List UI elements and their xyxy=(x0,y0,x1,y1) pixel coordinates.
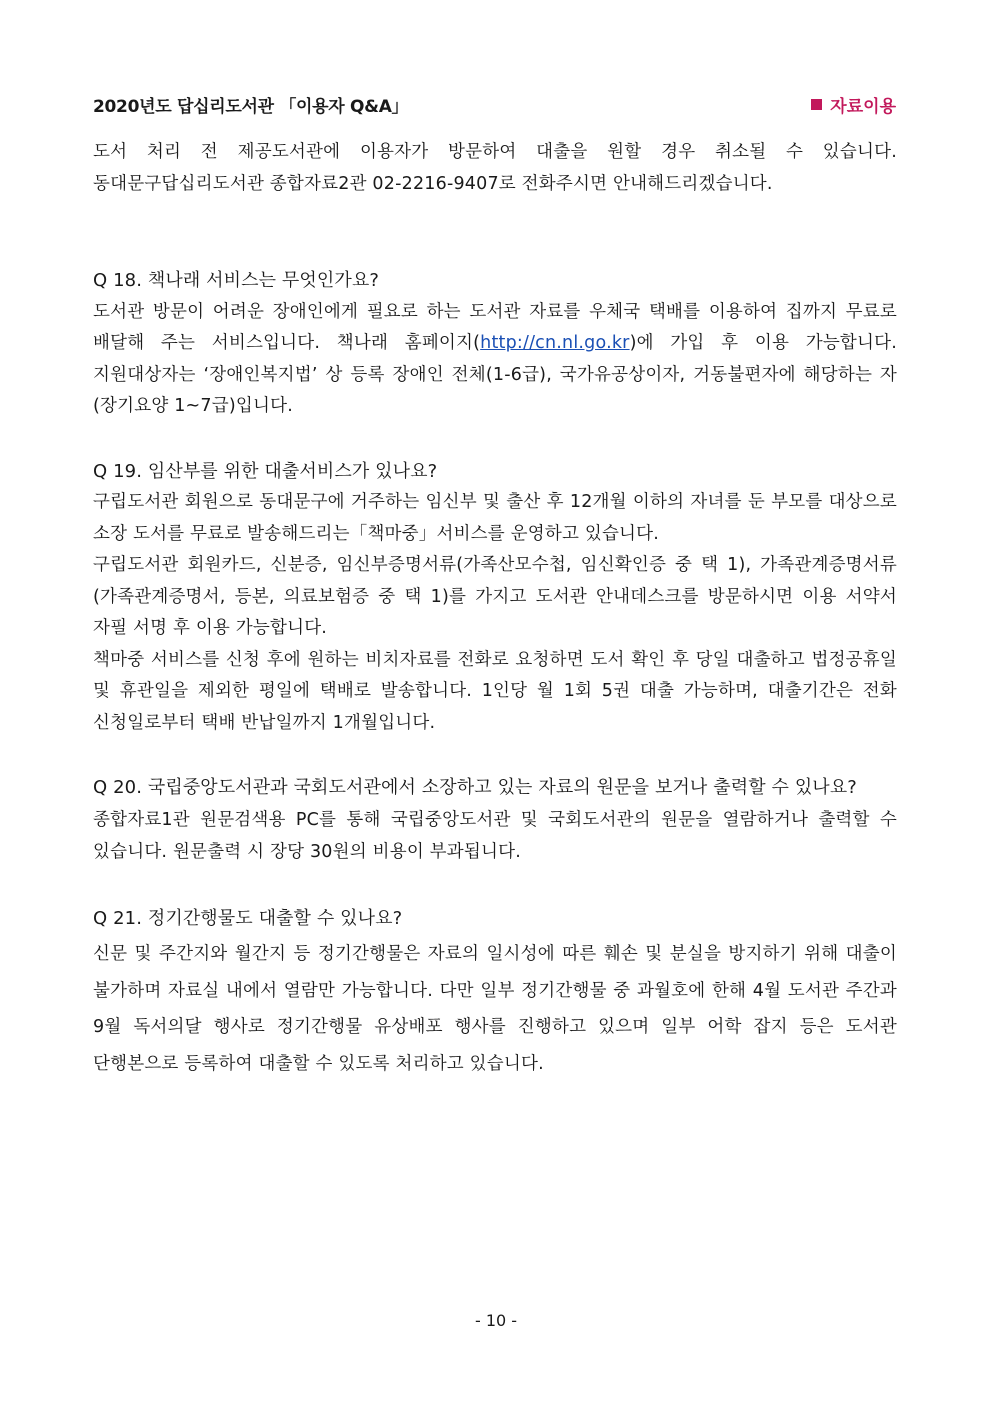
page-header xyxy=(93,92,896,116)
question-19: Q 19. 임산부를 위한 대출서비스가 있나요? xyxy=(93,460,438,482)
answer-18-text-start: 도서관 방문이 어려운 장애인에게 필요로 하는 도서관 자료를 우체국 택배를 이용하여 집까지 무료로 배달해 주는 서비스입니다. 책나래 홈페이지( xyxy=(93,301,897,353)
intro-paragraph: 도서 처리 전 제공도서관에 이용자가 방문하여 대출을 원할 경우 취소될 수 있습니다. 동대문구답십리도서관 종합자료2관 02-2216-9407로 전화주시면 안내해드리겠습니다. xyxy=(93,142,897,194)
question-20: Q 20. 국립중앙도서관과 국회도서관에서 소장하고 있는 자료의 원문을 보거나 출력할 수 있나요? xyxy=(93,777,857,798)
answer-19-paragraph-1: 구립도서관 회원으로 동대문구에 거주하는 임신부 및 출산 후 12개월 이하의 자녀를 둔 부모를 대상으로 소장 도서를 무료로 발송해드리는「책마중」서비스를 운영하고 있습니다. xyxy=(93,492,897,544)
page-number: - 10 - xyxy=(474,1311,518,1330)
question-18: Q 18. 책나래 서비스는 무엇인가요? xyxy=(93,270,379,291)
square-icon xyxy=(811,99,822,110)
answer-19-paragraph-3: 책마중 서비스를 신청 후에 원하는 비치자료를 전화로 요청하면 도서 확인 후 당일 대출하고 법정공휴일 및 휴관일을 제외한 평일에 택배로 발송합니다. 1인당 월 1회 5권 대출 가능하며, 대출기간은 전화 신청일로부터 택배 반납일까지 1개월입니다. xyxy=(93,649,897,733)
question-21: Q 21. 정기간행물도 대출할 수 있나요? xyxy=(93,908,403,929)
page-content xyxy=(93,137,897,1082)
answer-21-paragraph: 신문 및 주간지와 월간지 등 정기간행물은 자료의 일시성에 따른 훼손 및 분실을 방지하기 위해 대출이 불가하며 자료실 내에서 열람만 가능합니다. 다만 일부 정기간행물 중 과월호에 한해 4월 도서관 주간과 9월 독서의달 행사로 정기간행물 유상배포 행사를 진행하고 있으며 일부 어학 잡지 등은 도서관 단행본으로 등록하여 대출할 수 있도록 처리하고 있습니다. xyxy=(93,944,897,1074)
answer-20-paragraph: 종합자료1관 원문검색용 PC를 통해 국립중앙도서관 및 국회도서관의 원문을 열람하거나 출력할 수 있습니다. 원문출력 시 장당 30원의 비용이 부과됩니다. xyxy=(93,810,897,862)
answer-18-text-end: )에 가입 후 이용 가능합니다. 지원대상자는 ‘장애인복지법’ 상 등록 장애인 전체(1-6급), 국가유공상이자, 거동불편자에 해당하는 자(장기요양 1~7급)입니다. xyxy=(93,333,898,416)
document-title: 2020년도 답십리도서관 「이용자 Q&A」 xyxy=(93,96,409,117)
answer-18-paragraph xyxy=(93,297,897,423)
section-label xyxy=(811,92,896,117)
answer-19-paragraph-2: 구립도서관 회원카드, 신분증, 임신부증명서류(가족산모수첩, 임신확인증 중 택 1), 가족관계증명서류(가족관계증명서, 등본, 의료보험증 중 택 1)를 가지고 도서관 안내데스크를 방문하시면 이용 서약서 자필 서명 후 이용 가능합니다. xyxy=(93,555,897,638)
section-label-text: 자료이용 xyxy=(830,96,896,117)
cn-nl-link[interactable]: http://cn.nl.go.kr xyxy=(480,333,630,353)
